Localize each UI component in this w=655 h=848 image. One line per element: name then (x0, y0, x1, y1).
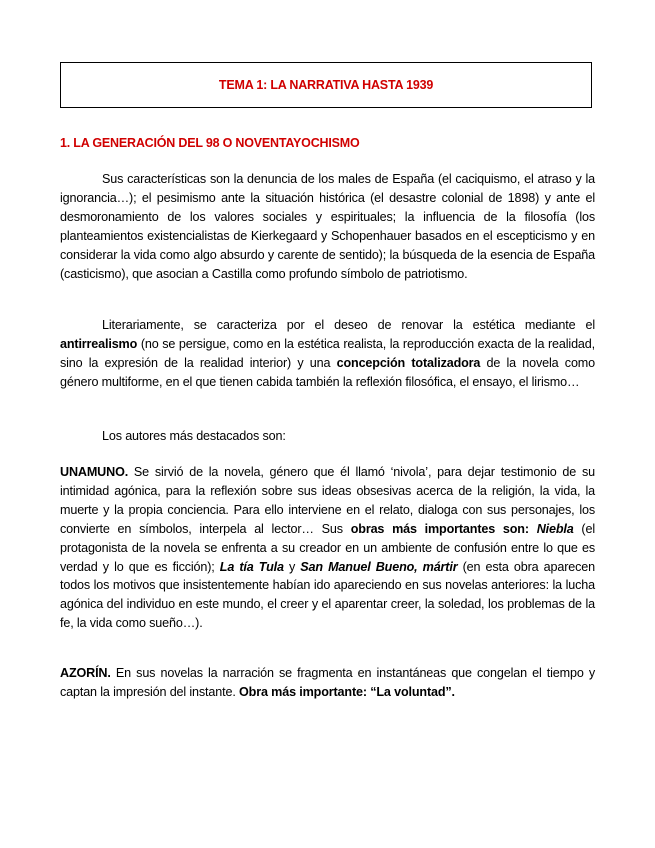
title-box (60, 62, 592, 108)
author-name-azorin: AZORÍN. (60, 666, 111, 680)
paragraph-text: (en esta obra aparecen todos los motivos que insistentemente habían ido apareciendo en sus novelas anteriores: la lucha agónica del individuo en este mundo, el creer y el aparentar creer, la soledad, los problemas de la fe, la vida como sueño…). (60, 559, 595, 631)
paragraph-text: En sus novelas la narración se fragmenta en instantáneas que congelan el tiempo y captan la impresión del instante. (60, 666, 595, 699)
paragraph-text: (el protagonista de la novela se enfrenta a su creador en un ambiente de confusión entre lo que es verdad y lo que es ficción); (60, 521, 595, 574)
bold-term-concepcion: concepción totalizadora (336, 355, 481, 370)
work-title-san-manuel: San Manuel Bueno, mártir (300, 559, 458, 574)
bold-works-label: obras más importantes son: (350, 521, 529, 536)
paragraph-characteristics (60, 170, 595, 283)
section-heading: 1. LA GENERACIÓN DEL 98 O NOVENTAYOCHISMO (60, 136, 360, 150)
paragraph-text: Se sirvió de la novela, género que él llamó ‘nivola’, para dejar testimonio de su intimidad agónica, para la reflexión sobre sus ideas obsesivas acerca de la religión, la vida, la muerte y la propia conciencia. Para ello interviene en el relato, dialoga con sus personajes, los convierte en símbolos, interpela al lector… Sus (60, 465, 595, 536)
paragraph-text: de la novela como género multiforme, en el que tienen cabida también la reflexión filosófica, el ensayo, el lirismo… (60, 355, 595, 389)
work-title-niebla: Niebla (536, 521, 574, 536)
paragraph-text: Sus características son la denuncia de los males de España (el caciquismo, el atraso y la ignorancia…); el pesimismo ante la situación histórica (el desastre colonial de 1898) y ante el desmoronamiento de los valores sociales y espirituales; la influencia de la filosofía (los planteamientos existencialistas de Kierkegaard y Schopenhauer basados en el escepticismo y en considerar la vida como algo absurdo y carente de sentido); la búsqueda de la esencia de España (casticismo), que asocian a Castilla como profundo símbolo de patriotismo. (60, 172, 595, 281)
paragraph-text: Los autores más destacados son: (102, 429, 286, 443)
paragraph-text: y (288, 559, 296, 574)
paragraph-literary (60, 316, 595, 392)
paragraph-text: Literariamente, se caracteriza por el deseo de renovar la estética mediante el (102, 318, 595, 332)
work-title-la-tia-tula: La tía Tula (219, 559, 284, 574)
paragraph-unamuno (60, 463, 595, 633)
paragraph-azorin (60, 664, 595, 702)
bold-term-antirrealismo: antirrealismo (60, 336, 138, 351)
paragraph-authors-intro (60, 427, 595, 446)
bold-main-work: Obra más importante: “La voluntad”. (239, 684, 455, 699)
page-title: TEMA 1: LA NARRATIVA HASTA 1939 (218, 78, 434, 92)
paragraph-text: (no se persigue, como en la estética realista, la reproducción exacta de la realidad, sino la expresión de la realidad interior) y una (60, 336, 595, 370)
author-name-unamuno: UNAMUNO. (60, 465, 129, 479)
